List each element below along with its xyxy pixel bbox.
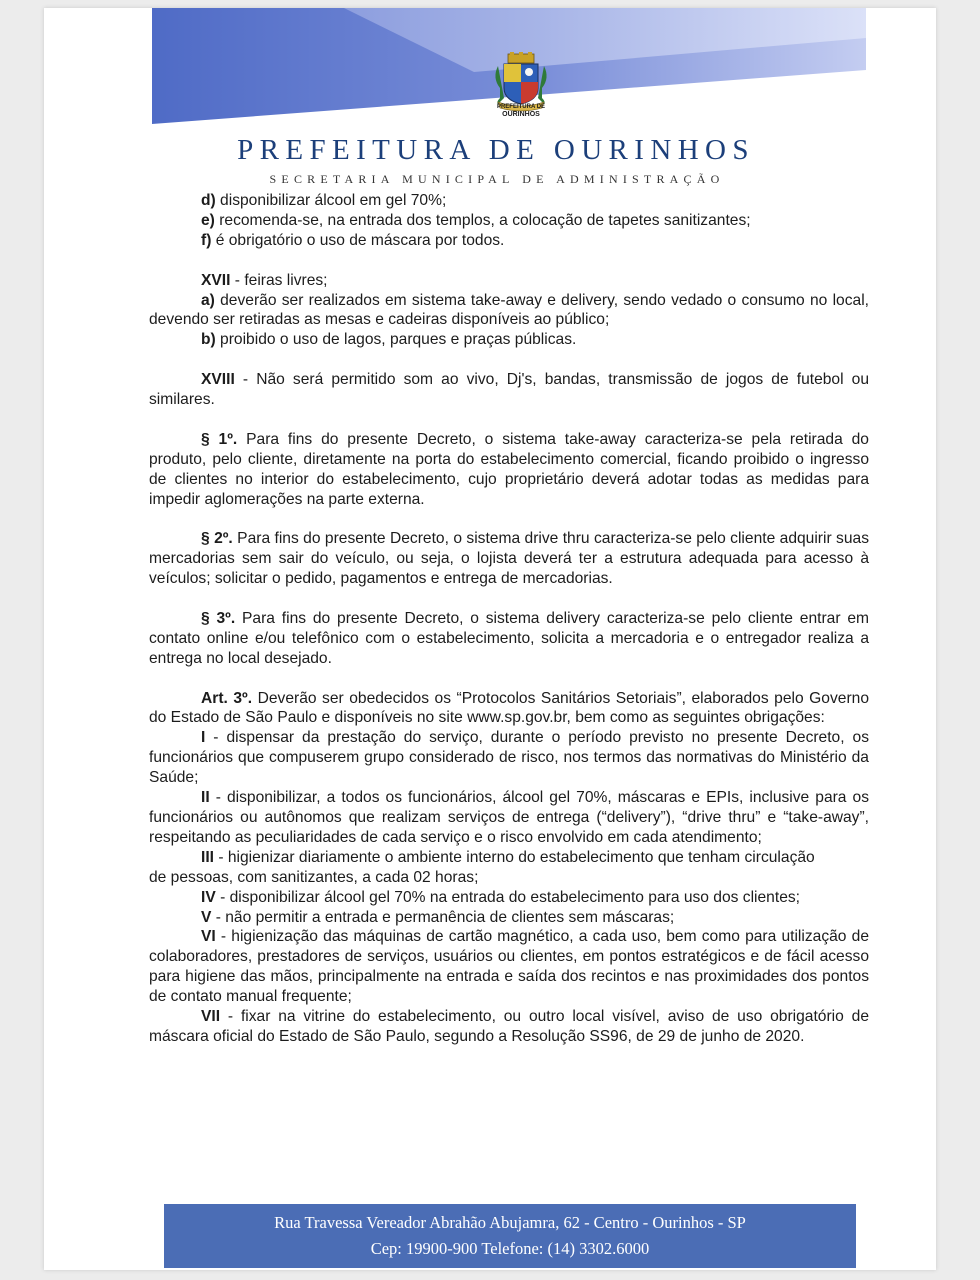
paragraph-section-3: § 3º. Para fins do presente Decreto, o sistema delivery caracteriza-se pelo cliente entrar em contato online e/ou telefônico com o estabelecimento, solicita a mercadoria e o entregador realiza a entrega no local desejado. [149, 609, 869, 667]
page-subtitle: SECRETARIA MUNICIPAL DE ADMINISTRAÇÃO [269, 172, 725, 186]
paragraph-d: d) disponibilizar álcool em gel 70%; [201, 192, 447, 209]
decree-text [149, 191, 869, 1047]
paragraph-art-3-iii: III - higienizar diariamente o ambiente interno do estabelecimento que tenham circulação [201, 848, 815, 866]
paragraph-f: f) é obrigatório o uso de máscara por todos. [201, 231, 505, 249]
crest-caption [476, 104, 566, 118]
footer-contact: Cep: 19900-900 Telefone: (14) 3302.6000 [370, 1239, 650, 1258]
paragraph-xvii-b: b) proibido o uso de lagos, parques e praças públicas. [201, 331, 577, 349]
crest-caption-small: PREFEITURA DE [496, 104, 546, 110]
paragraph-xvii: XVII - feiras livres; [201, 271, 328, 289]
paragraph-xviii: XVIII - Não será permitido som ao vivo, Dj's, bandas, transmissão de jogos de futebol ou similares. [149, 371, 869, 409]
paragraph-xvii-a: a) deverão ser realizados em sistema take-away e delivery, sendo vedado o consumo no local, devendo ser retiradas as mesas e cadeiras disponíveis ao público; [149, 291, 869, 329]
paragraph-art-3-v: V - não permitir a entrada e permanência de clientes sem máscaras; [201, 908, 675, 926]
paragraph-section-2: § 2º. Para fins do presente Decreto, o sistema drive thru caracteriza-se pelo cliente adquirir suas mercadorias sem sair do veículo, ou seja, o lojista deverá ter a estrutura adequada para acesso à veículos; solicitar o pedido, pagamentos e entrega de mercadorias. [149, 530, 869, 588]
paragraph-art-3: Art. 3º. Deverão ser obedecidos os “Protocolos Sanitários Setoriais”, elaborados pelo Governo do Estado de São Paulo e disponíveis no site www.sp.gov.br, bem como as seguintes obrigações: [149, 689, 869, 727]
page-title: PREFEITURA DE OURINHOS [237, 134, 755, 166]
paragraph-art-3-i: I - dispensar da prestação do serviço, durante o período previsto no presente Decreto, os funcionários que compuserem grupo considerado de risco, nos termos das normativas do Ministério da Saúde; [149, 729, 869, 787]
paragraph-art-3-vii: VII - fixar na vitrine do estabelecimento, ou outro local visível, aviso de uso obrigatório de máscara oficial do Estado de São Paulo, segundo a Resolução SS96, de 29 de junho de 2020. [149, 1008, 869, 1045]
footer-address: Rua Travessa Vereador Abrahão Abujamra, 62 - Centro - Ourinhos - SP [274, 1213, 746, 1232]
paragraph-art-3-vi: VI - higienização das máquinas de cartão magnético, a cada uso, bem como para utilização de colaboradores, prestadores de serviços, usuários ou clientes, em pontos estratégicos e de fácil acesso para higiene das mãos, principalmente na entrada e saída dos recintos e nas proximidades dos pontos de contato manual frequente; [149, 928, 869, 1006]
paragraph-e: e) recomenda-se, na entrada dos templos, a colocação de tapetes sanitizantes; [201, 211, 751, 229]
crest-caption-big: OURINHOS [502, 111, 540, 118]
paragraph-art-3-ii: II - disponibilizar, a todos os funcionários, álcool gel 70%, máscaras e EPIs, inclusive para os funcionários ou autônomos que realizam serviços de entrega (“delivery”), “drive thru” e “take-away”, respeitando as peculiaridades de cada serviço e o risco envolvido em cada atendimento; [149, 789, 869, 846]
paragraph-section-1: § 1º. Para fins do presente Decreto, o sistema take-away caracteriza-se pela retirada do produto, pelo cliente, diretamente na porta do estabelecimento comercial, ficando proibido o ingresso de clientes no interior do estabelecimento, cujo proprietário deverá adotar todas as medidas para impedir aglomerações na parte externa. [149, 430, 869, 508]
paragraph-art-3-iv: IV - disponibilizar álcool gel 70% na entrada do estabelecimento para uso dos clientes; [201, 888, 800, 906]
paragraph-art-3-iii-continued: de pessoas, com sanitizantes, a cada 02 horas; [149, 868, 479, 886]
document-page [44, 8, 936, 1270]
footer-address-bar [164, 1204, 856, 1268]
